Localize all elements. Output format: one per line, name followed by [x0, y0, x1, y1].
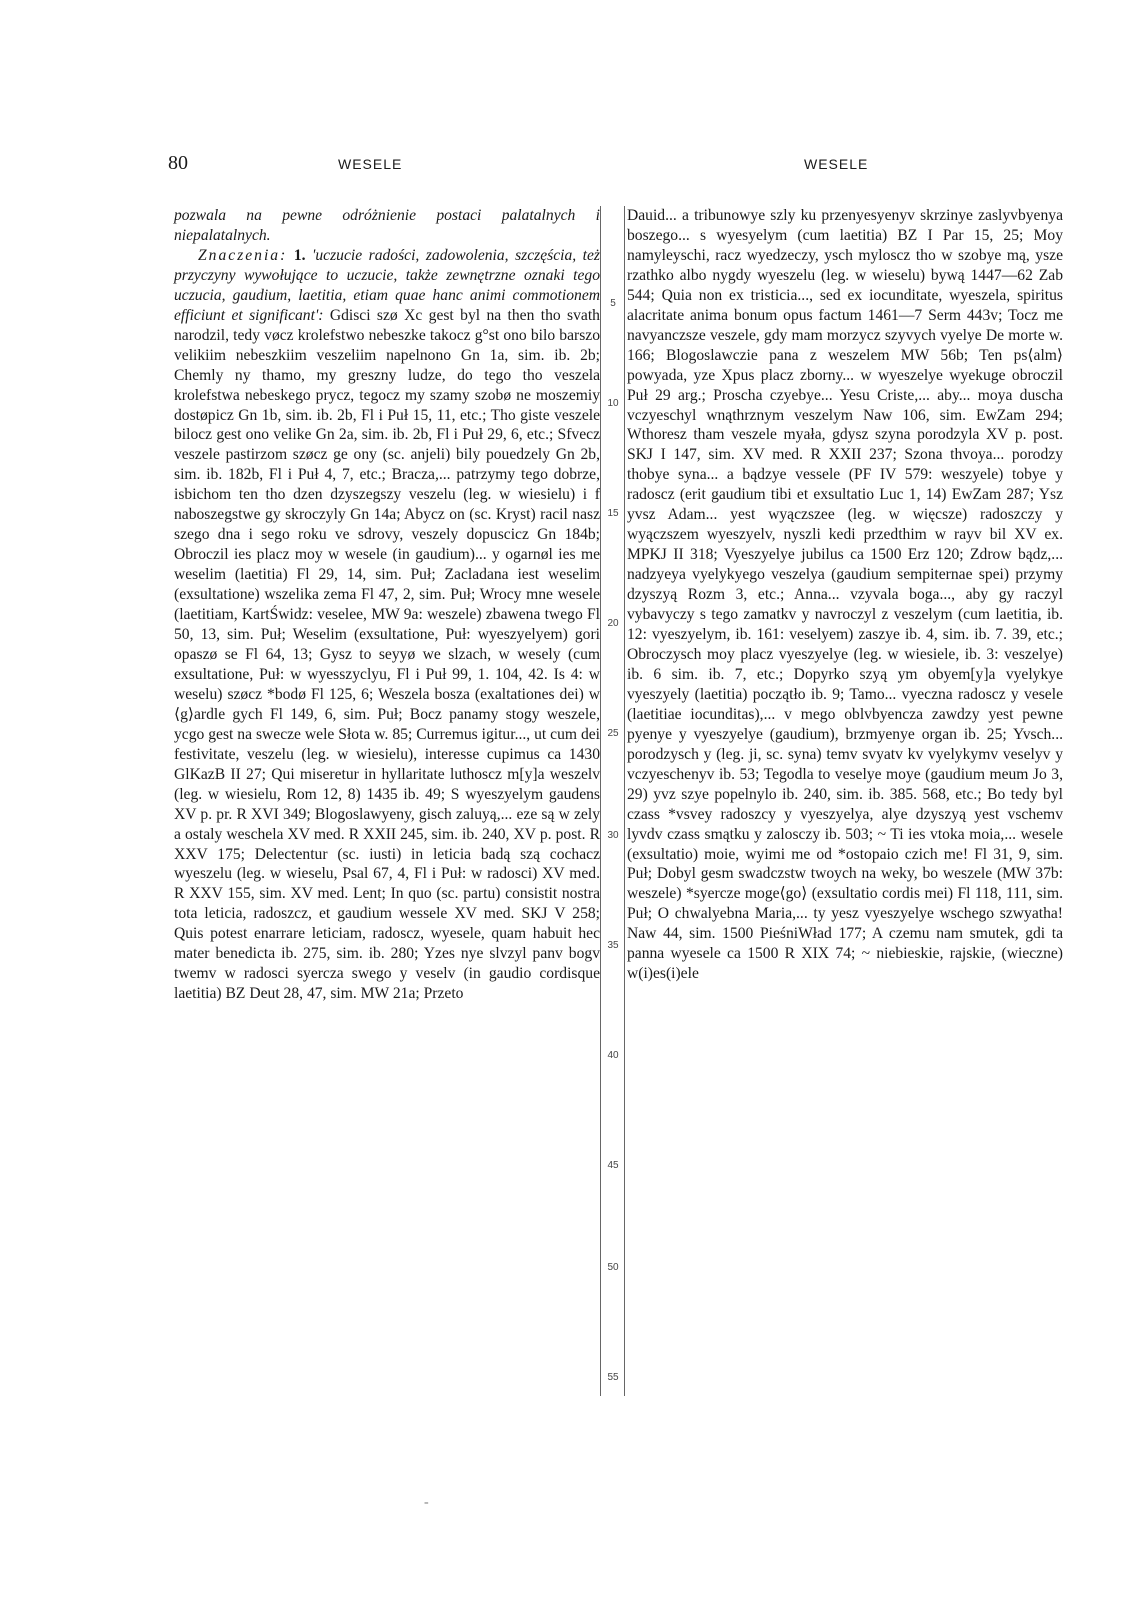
running-head-right: WESELE [804, 156, 869, 172]
meaning-paragraph [174, 246, 600, 1004]
column-rule-right [624, 206, 625, 1396]
line-number: 20 [607, 618, 619, 629]
line-number: 50 [607, 1262, 619, 1273]
footer-mark: - [424, 1495, 429, 1510]
entry-body-right: Dauid... a tribunowye szly ku przenyesyenyv skrzinye zaslyvbyenya boszego... s wyesyelym (cum laetitia) BZ I Par 15, 25; Moy namyleyschi, racz wyedzeczy, ysch myloscz tho w szobye mą, ysze rzathko albo nygdy wyeszelu (leg. w wieselu) bywą 1447—62 Zab 544; Quia non ex tristicia..., sed ex iocunditate, wyeszela, spiritus alacritate anima bonum opus factum 1461—7 Serm 443v; Tocz me navyanczsze veszele, gdy mam morzycz szyvych vyelye De morte w. 166; Blogoslawczie pana z weszelem MW 56b; Ten ps⟨alm⟩ powyada, yze Xpus placz zborny... w wyeszelye wyekuge obroczil Puł 29 arg.; Proscha czyebye... Yesu Criste,... aby... moya duscha vczyeschyl wnąthrznym veszelym Naw 106, sim. EwZam 294; Wthoresz tham veszele myała, gdysz szyna porodzyla XV p. post. SKJ I 147, sim. XV med. R XXII 237; Szona thvoya... porodzy thobye syna... a bądzye vessele (PF IV 579: weszyele) tobye y radoscz (erit gaudium tibi et exsultatio Luc 1, 14) EwZam 287; Ysz yvsz Adam... yest wyączszee (leg. w więcsze) radoszczy y wyączszem wyeszyelv, nyszli kedi przedthim w rayv bil XV ex. MPKJ II 318; Vyeszyelye jubilus ca 1500 Erz 120; Zdrow bądz,... nadzyeya vyelykyego veszelya (gaudium sempiternae spei) przymy dzyszyą Rozm 3, etc.; Anna... vzyvala boga..., aby gy raczyl vybavyczy s tego zamatkv y navroczyl z veszelym (cum laetitia, ib. 12: vyeszyelym, ib. 161: veselyem) zaszye ib. 4, sim. ib. 7. 39, etc.; Obroczysch moy placz vyeszyelye (leg. w wiesiele, ib. 3: veszelye) ib. 6 sim. ib. 7, etc.; Dopyrko szyą ym obyem[y]a vyelykye vyeszyely (laetitia) początło ib. 9; Tamo... vyeczna radoscz y vesele (laetitiae iocunditas),... v mego oblvbyencza zawdzy yest pewne pyenye y vyeszyelye (gaudium), brzmyenye organ ib. 25; Yvsch... porodzysch y (leg. ji, sc. syna) temv svyatv kv vyelykymv veselyv y vczyeschenyv ib. 53; Tegodla to veselye moye (gaudium meum Jo 3, 29) yvz szye popelnylo ib. 240, sim. ib. 385. 568, etc.; Bo tedy byl czass *vsvey radoszcy y vyeszyelya, alye dzyszyą yest vschemv lyvdv czass smątku y zalosczy ib. 503; ~ Ti ies vtoka moia,... wesele (exsultatio) moie, wyimi me od *ostopaio czich me! Fl 31, 9, sim. Puł; Dobyl gesm swadczstw twoych na weky, bo weszele (MW 37b: weszele) *syercze moge⟨go⟩ (exsultatio cordis mei) Fl 118, 111, sim. Puł; O chwalyebna Maria,... ty yesz vyeszyelye wschego szwyatha! Naw 44, sim. 1500 PieśniWład 177; A czemu nam smutek, gdi ta panna wyesele ca 1500 R XIX 74; ~ niebieskie, rajskie, (wieczne) w(i)es(i)ele [627, 207, 1063, 983]
column-rule-left [600, 206, 601, 1396]
line-number: 35 [607, 940, 619, 951]
line-number: 40 [607, 1050, 619, 1061]
definition-text: 'uczucie radości, zadowolenia, szczęścia, też przyczyny wywołujące to uczucie, także zewnętrzne oznaki tego uczucia, gaudium, laetitia, etiam quae hanc animi commotionem efficiunt et significant': [174, 246, 600, 324]
line-number: 45 [607, 1160, 619, 1171]
running-head-left: WESELE [338, 156, 403, 172]
right-column [627, 206, 1063, 984]
meaning-label: Znaczenia: [198, 246, 288, 264]
line-number: 25 [607, 728, 619, 739]
entry-body-left: Gdisci szø Xc gest byl na then tho svath narodzil, tedy vøcz krolefstwo nebeszke takocz g°st ono bilo barszo velikiim nebeszkiim veszeliim napelnono Gn 1a, sim. ib. 2b; Chemly ny thamo, my greszny ludze, do tego tho veszela krolefstwa nebeskego prycz, tegocz my szamy szobø ne moszemiy dostøpicz Gn 1b, sim. ib. 2b, Fl i Puł 15, 11, etc.; Tho giste veszele bilocz gest ono velike Gn 2a, sim. ib. 2b, Fl i Puł 29, 6, etc.; Sfvecz veszele pastirzom szøcz ge ony (sc. anjeli) bily pouedzely Gn 2b, sim. ib. 182b, Fl i Puł 4, 7, etc.; Bracza,... patrzymy tego dobrze, isbichom ten tho dzen dzyszegszy veszelu (leg. w wiesielu) i f naboszegstwe gy skroczyly Gn 14a; Abycz on (sc. Kryst) racil nasz szego dna i sego roku ve sdrovy, veszely dopuscicz Gn 184b; Obroczil ies placz moy w wesele (in gaudium)... y ogarnøl ies me weselim (laetitia) Fl 29, 14, sim. Puł; Zacladana iest weselim (exsultatione) wszelika zema Fl 47, 2, sim. Puł; Wrocy mne wesele (laetitiam, KartŚwidz: veselee, MW 9a: weszele) zbawena twego Fl 50, 13, sim. Puł; Weselim (exsultatione, Puł: wyeszyelyem) gori opaszø se Fl 64, 13; Gysz to seyyø we slzach, w wesely (cum exsultatione, Puł: w wyesszyclyu, Fl i Puł 99, 1. 104, 42. Is 4: w weselu) szøcz *bodø Fl 125, 6; Weszela bosza (exaltationes dei) w ⟨g⟩ardle gych Fl 149, 6, sim. Puł; Bocz panamy stogy weszele, ycgo gest na swecze wele Słota w. 85; Curremus igitur..., ut cum dei festivitate, veszelu (leg. w wiesielu), interesse cupimus ca 1430 GlKazB II 27; Qui miseretur in hyllaritate luthoscz m[y]a weszelv (leg. w wiesielu, Rom 12, 8) 1435 ib. 49; S wyeszyelym gaudens XV p. pr. R XVI 349; Blogoslawyeny, gisch zaluyą,... eze są w zely a ostaly weschela XV med. R XXII 245, sim. ib. 240, XV p. post. R XXV 175; Delectentur (sc. iusti) in leticia badą szą cochacz wyeszelu (leg. w wieselu, Psal 67, 4, Fl i Puł: w radosci) XV med. R XXV 155, sim. XV med. Lent; In quo (sc. partu) consistit nostra tota leticia, radoszcz, et gaudium wessele XV med. SKJ V 258; Quis potest enarrare leticiam, radoscz, wyesele, quam habuit hec mater benedicta ib. 275, sim. ib. 280; Yzes nye slvzyl panv bogv twemv w radosci syercza swego y veselv (in gaudio cordisque laetitia) BZ Deut 28, 47, sim. MW 21a; Przeto [174, 306, 600, 1003]
line-number: 15 [607, 508, 619, 519]
line-number: 5 [610, 298, 616, 309]
left-column [174, 206, 600, 1004]
page-header [0, 152, 1121, 182]
intro-text: pozwala na pewne odróżnienie postaci palatalnych i niepalatalnych. [174, 207, 600, 244]
page-number: 80 [168, 152, 188, 174]
meaning-number: 1. [293, 246, 306, 264]
line-number: 10 [607, 398, 619, 409]
line-number: 30 [607, 830, 619, 841]
line-number: 55 [607, 1372, 619, 1383]
